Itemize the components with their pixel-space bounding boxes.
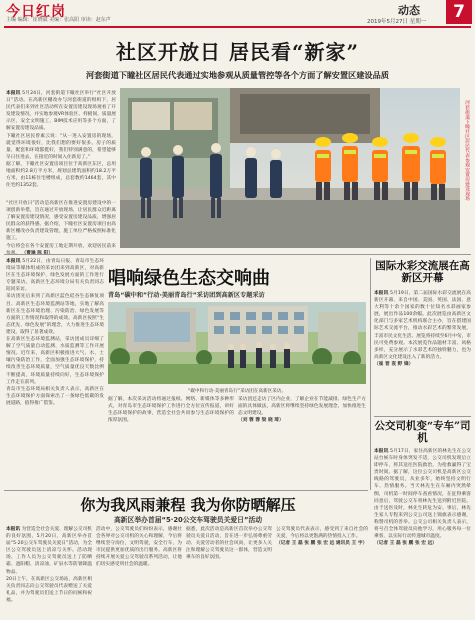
- paragraph: 青岛市生态环境局相关负责人表示，高新区在生态环境保护方面探索出了一条绿色低碳的发展道路，值得推广借鉴。: [6, 386, 104, 406]
- paragraph: 活动中，公交驾驶员们纷纷表示，感谢社会各界对公交司机的关心和理解，今后将继续坚守岗位，文明驾驶，安全行车，为市民提供更加优质的出行服务。高新区将持续开展关爱公交驾驶员系列活动，让他们切实感受到社会的温暖。: [96, 527, 182, 568]
- paragraph: [238, 417, 366, 424]
- paragraph: 公交驾驶员代表表示，感受到了来自社会的关爱，今后将以更饱满的热情投入工作。: [276, 527, 368, 540]
- lead-col-1b: [6, 200, 116, 250]
- paragraph: [374, 361, 471, 368]
- driver-col: [374, 448, 471, 616]
- byline: （崔 晋 袁 野 锋）: [374, 361, 414, 367]
- bottom-col-4: [276, 526, 368, 616]
- exchange-col: [374, 290, 471, 412]
- bottom-col-2: [96, 526, 182, 616]
- column-divider: [370, 258, 371, 490]
- green-headline: 唱响绿色生态交响曲: [108, 268, 270, 289]
- bottom-subhead: 高新区举办首届“5·20公交车驾驶员关爱日”活动: [113, 516, 263, 524]
- paragraph: 本报讯 5月22日，由青岛日报、青岛市生态环境局等媒体组成的采访团来到高新区，对高新区在生态环境保护、绿色发展方面的工作进行专题采访。高新区生态环境分局有关负责同志陪同采访。: [6, 259, 104, 293]
- paragraph: 本报讯 5月19日，第二届国际水彩交流展在高新区开幕，来自中国、美国、英国、法国、意大利等十余个国家的数十位知名水彩画家参展，展出作品100余幅。此次展览由高新区文化部门与多家艺术机构联合主办，旨在搭建国际艺术交流平台，推动水彩艺术的繁荣发展，丰富市民文化生活。展览将持续至6月中旬，市民可免费参观。本次展览作品题材丰富、风格多样，充分展示了水彩艺术的独特魅力，也为高新区文化建设注入了新的活力。: [374, 291, 471, 360]
- paragraph: 20日上午，在高新区公交场站，高新区相关负责同志向公交驾驶员代表赠送了关爱礼品，并为驾驶员们送上节日的问候和祝福。: [6, 576, 92, 603]
- paragraph: 本报讯 5月17日，家住高新区的林先生在公交站台候车时身体突发不适，公交司机发现后立即停车，将其送往医院救治，为抢救赢得了宝贵时间。据了解，这位公交司机是高新区公交线路的驾驶员，从业多年，始终坚持文明行车、热情服务。当天林先生在车厢内突然晕倒，司机第一时间停车查看情况，在征得乘客同意后，驾驶公交车将林先生送到附近医院。由于送医及时，林先生转危为安。事后，林先生家人专程来到公交公司送上锦旗表示感谢，称赞司机的善举。公交公司相关负责人表示，将号召全体驾驶员向他学习，用心服务每一位乘客，以实际行动传递城市温度。: [374, 449, 471, 540]
- driver-headline: 公交司机变“专车”司机: [374, 420, 471, 444]
- paragraph: 本报讯 为营造全社会关爱、理解公交司机的良好氛围，5月20日，高新区举办首届“5·20公交车驾驶员关爱日”活动，为全区公交驾驶员送上清凉与关怀。活动现场，工作人员为公交驾驶员送上了防晒霜、遮阳帽、清凉油、矿泉水等防暑降温物品。: [6, 527, 92, 575]
- green-col-left: [6, 258, 104, 486]
- paragraph: [374, 540, 471, 547]
- section-divider: [4, 490, 368, 491]
- lead-photo: [120, 88, 460, 248]
- bottom-col-1: [6, 526, 92, 616]
- section-divider: [4, 254, 471, 255]
- editor-credits: 主编 编辑：崔晓斌 美编：张高阳 审读：赵东声: [6, 17, 111, 23]
- bottom-col-3: [186, 526, 272, 616]
- paragraph: [276, 540, 368, 547]
- green-subhead: 青岛“碳中和”行动·美丽青岛行”采访团到高新区专题采访: [108, 292, 265, 299]
- lead-headline: 社区开放日 居民看“新家”: [116, 40, 359, 64]
- lead-subhead: 河套街道下瞳社区居民代表通过实地参观从质量管控等各个方面了解安置区建设品质: [86, 70, 389, 80]
- green-photo-caption: “碳中和行动·美丽青岛行”采访团在高新区采访。: [187, 389, 287, 394]
- green-col-right: [238, 396, 366, 486]
- bottom-headline: 你为我风雨兼程 我为你防晒解压: [80, 496, 296, 514]
- paragraph: 本报讯 5月24日，河套街道下瞳社区举行“社区开放日”活动。在高新区棚改办与河套街道的组织下，居民代表们来到社区活动所在安置房建设现场观看了开发建设情况，并实地参观VR体验区、样板间、质量展示区、安全文明施工、BIM技术应用等多个方面，了解安置房建设品质。: [6, 91, 116, 132]
- paragraph: 据了解，本次采访活动将通过报纸、网络、新媒体等多种形式，对青岛市生态环境保护工作进行全方位宣传报道，讲好生态环境保护的故事，营造全社会共同参与生态环境保护的浓厚氛围。: [108, 397, 234, 424]
- paragraph: “社区开放日”活动是高新区在推进安置房建设中的一项创新举措，旨在通过开放现场，让居民群众近距离了解安置房建设情况，感受安置房建设品质，增强居民群众的获得感。据介绍，下瞳社区安置房项目由高新区棚改办负责建设管理，施工单位严格按照标准化施工。: [6, 201, 116, 242]
- lead-photo-caption: 河套街道下瞳社区居民代表参观安置房建设现场: [464, 100, 469, 201]
- paragraph: 今后将会在各个安置房工地定期开放，欢迎居民前来: [6, 243, 116, 257]
- paragraph: 据了解，下瞳社区安置房项目位于高新区东区，总用地面积约2.8万平方米，规划总建筑面积约18.2万平方米，由11栋住宅楼组成，总套数约1464套，其中住宅约1352套。: [6, 161, 116, 189]
- paragraph: 下瞳社区居民曾素云说：“从一进入安置房的现场，就觉得环境很好，比我们想的要好很多。房子的质量、配套和环境都挺好，我们特别满意的，希望能够早日住进去，在接近的时间入住新房了。”: [6, 133, 116, 160]
- newspaper-logo: 今日红岗: [6, 4, 66, 20]
- green-col-mid: [108, 396, 234, 486]
- byline: （刘 蓉 蓉 梁 晓 琦）: [238, 418, 284, 424]
- paragraph: 采访团还走访了区内企业，了解企业在节能减排、绿色生产方面的具体做法，高新区将继续坚持绿色发展理念，加快推进生态文明建设。: [238, 397, 366, 417]
- section-name: 动态: [398, 4, 420, 17]
- page-number: 7: [446, 0, 472, 24]
- construction-site-illustration: [120, 88, 460, 248]
- green-photo: [108, 302, 366, 384]
- masthead-rule: [4, 26, 471, 28]
- issue-date: 2019年5月27日 星期一: [367, 19, 427, 25]
- section-divider: [374, 416, 471, 417]
- masthead: [0, 0, 475, 26]
- paragraph: 在高新区生态环境监测站，采访团成员详细了解了空气质量自动监测、水质监测等工作开展情况。近年来，高新区积极推进大气、水、土壤污染防治工作，全面加强生态环境保护，持续改善生态环境质量，空气质量优良天数比例不断提高，环境质量持续向好，生态环境保护工作走在前列。: [6, 337, 104, 385]
- green-building-illustration: [108, 302, 366, 384]
- paragraph: 据悉，此次活动是高新区首次举办公交驾驶员关爱日活动，旨在进一步弘扬尊重劳动、关爱劳动者的社会风尚，让更多人关注和理解公交驾驶员这一群体，营造文明乘车的良好氛围。: [186, 527, 272, 561]
- byline: （记者 王 磊 张 鹏 张 宏 远 通讯员 王 宇）: [276, 541, 368, 547]
- paragraph: 采访团先后来到了高新区蓝色硅谷生态修复项目、高新区生态环境监测站等地，实地了解高新区在生态环境治理、污染防治、绿色发展等方面的工作情况和取得的成效。高新区按照“生态优先、绿色发展”的理念，大力推进生态环境建设，取得了显著成效。: [6, 294, 104, 335]
- exchange-headline: 国际水彩交流展在高新区开幕: [375, 260, 470, 284]
- byline: （记者 王 磊 张 鹏 张 宏 远）: [374, 541, 437, 547]
